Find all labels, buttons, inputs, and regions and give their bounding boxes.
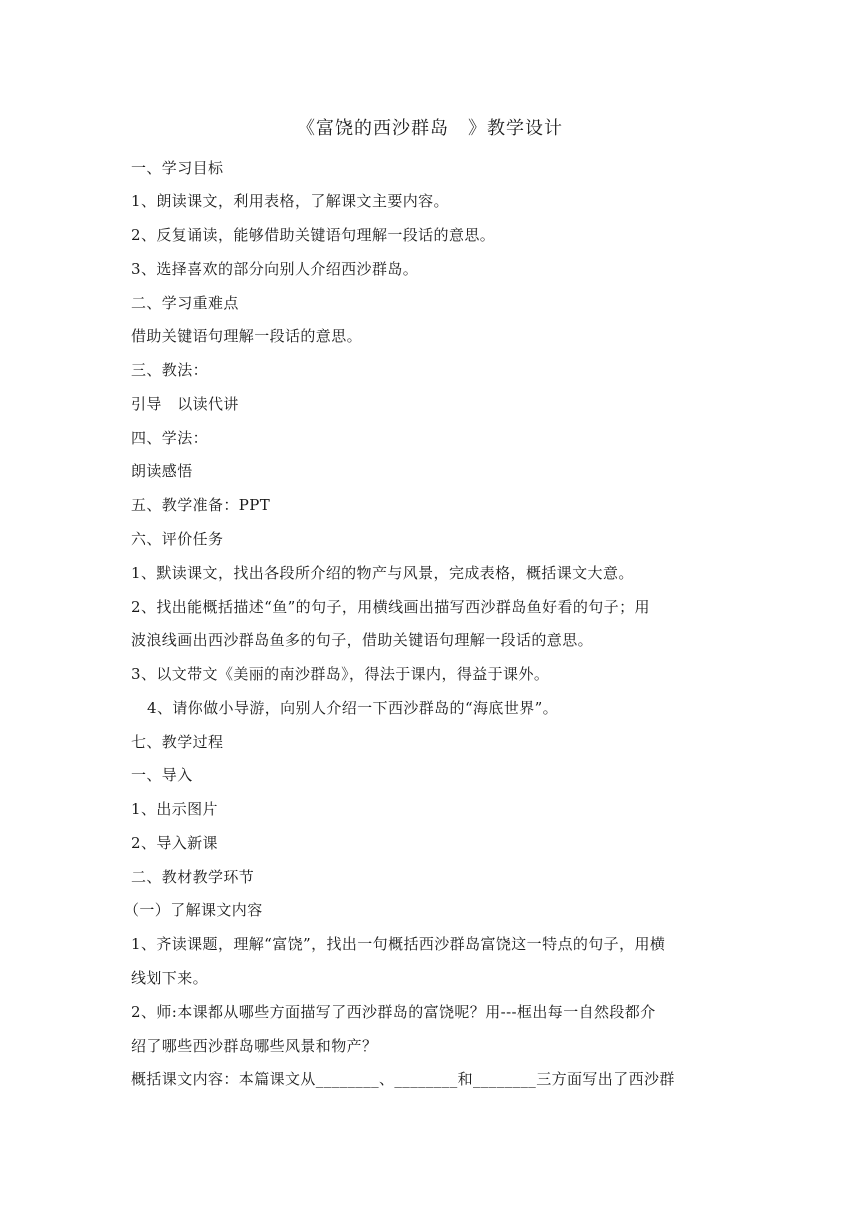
text-line: 1、齐读课题，理解“富饶”，找出一句概括西沙群岛富饶这一特点的句子，用横 (131, 935, 666, 953)
subsection-heading-intro: 一、导入 (131, 766, 193, 784)
text-line: 2、反复诵读，能够借助关键语句理解一段话的意思。 (131, 226, 496, 244)
text-line: 波浪线画出西沙群岛鱼多的句子，借助关键语句理解一段话的意思。 (131, 631, 594, 649)
text-line: 朗读感悟 (131, 462, 193, 480)
text-line: 线划下来。 (131, 969, 209, 987)
subsection-heading-understand: （一）了解课文内容 (124, 901, 263, 919)
section-heading-preparation: 五、教学准备：PPT (131, 496, 271, 514)
section-heading-evaluation: 六、评价任务 (131, 530, 224, 548)
text-line: 4、请你做小导游，向别人介绍一下西沙群岛的“海底世界”。 (147, 699, 559, 717)
document-title: 《富饶的西沙群岛 》教学设计 (297, 118, 563, 139)
text-line: 引导 以读代讲 (131, 395, 239, 413)
text-line: 3、选择喜欢的部分向别人介绍西沙群岛。 (131, 260, 419, 278)
text-line: 概括课文内容：本篇课文从________、________和________三方面写出了西沙群 (131, 1070, 675, 1088)
section-heading-goals: 一、学习目标 (131, 159, 224, 177)
text-line: 1、默读课文，找出各段所介绍的物产与风景，完成表格，概括课文大意。 (131, 564, 634, 582)
text-line: 1、出示图片 (131, 800, 218, 818)
text-line: 借助关键语句理解一段话的意思。 (131, 327, 363, 345)
text-line: 1、朗读课文，利用表格，了解课文主要内容。 (131, 192, 449, 210)
text-line: 2、导入新课 (131, 834, 218, 852)
text-line: 绍了哪些西沙群岛哪些风景和物产？ (131, 1037, 378, 1055)
subsection-heading-teaching: 二、教材教学环节 (131, 868, 255, 886)
text-line: 2、找出能概括描述“鱼”的句子，用横线画出描写西沙群岛鱼好看的句子；用 (131, 598, 650, 616)
section-heading-teaching-method: 三、教法： (131, 361, 209, 379)
section-heading-learning-method: 四、学法： (131, 429, 209, 447)
section-heading-process: 七、教学过程 (131, 733, 224, 751)
section-heading-key-points: 二、学习重难点 (131, 294, 239, 312)
text-line: 2、师:本课都从哪些方面描写了西沙群岛的富饶呢？用---框出每一自然段都介 (131, 1003, 656, 1021)
text-line: 3、以文带文《美丽的南沙群岛》，得法于课内，得益于课外。 (131, 665, 550, 683)
